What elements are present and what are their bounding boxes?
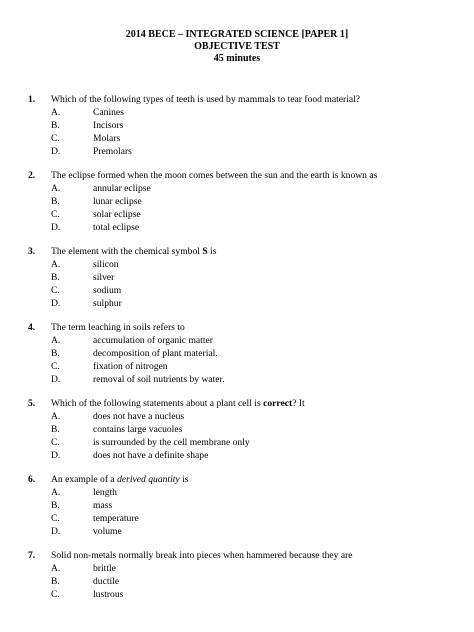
option-4d [0,374,474,387]
exam-duration: 45 minutes [213,53,261,64]
option-1c [0,133,474,146]
question-number: 7. [28,550,36,561]
option-6d [0,526,474,539]
option-letter: A. [51,259,61,270]
option-3b [0,272,474,285]
option-letter: D. [51,526,61,537]
question-text: The element with the chemical symbol S is [51,246,217,257]
question-text: Which of the following types of teeth is used by mammals to tear food material? [51,94,361,105]
option-text: silver [93,272,115,283]
question-text: An example of a derived quantity is [51,474,189,485]
option-2a [0,183,474,196]
question-number: 6. [28,474,36,485]
question-text: The term leaching in soils refers to [51,322,185,333]
option-5d [0,450,474,463]
option-letter: C. [51,285,60,296]
option-text: sodium [93,285,122,296]
option-text: contains large vacuoles [93,424,183,435]
option-text: accumulation of organic matter [93,335,213,346]
option-3d [0,298,474,311]
option-letter: B. [51,196,60,207]
option-7b [0,576,474,589]
option-1a [0,107,474,120]
option-text: brittle [93,563,116,574]
option-letter: D. [51,146,61,157]
option-text: Incisors [93,120,124,131]
question-text: The eclipse formed when the moon comes between the sun and the earth is known as [51,170,378,181]
option-4b [0,348,474,361]
option-letter: D. [51,222,61,233]
option-text: lunar eclipse [93,196,142,207]
option-5c [0,437,474,450]
option-letter: C. [51,133,60,144]
option-text: silicon [93,259,119,270]
option-letter: B. [51,576,60,587]
option-text: fixation of nitrogen [93,361,168,372]
option-text: annular eclipse [93,183,151,194]
option-letter: B. [51,272,60,283]
option-letter: C. [51,437,60,448]
option-2b [0,196,474,209]
question-number: 2. [28,170,36,181]
option-text: Molars [93,133,121,144]
question-number: 5. [28,398,36,409]
question-number: 3. [28,246,36,257]
option-text: Premolars [93,146,132,157]
option-text: solar eclipse [93,209,141,220]
question-number: 1. [28,94,36,105]
option-6a [0,487,474,500]
option-text: does not have a definite shape [93,450,209,461]
option-text: length [93,487,117,498]
option-text: sulphur [93,298,122,309]
option-letter: A. [51,563,61,574]
option-1b [0,120,474,133]
option-6c [0,513,474,526]
option-3a [0,259,474,272]
option-letter: A. [51,411,61,422]
option-text: Canines [93,107,124,118]
exam-title: 2014 BECE – INTEGRATED SCIENCE [PAPER 1] [125,29,349,40]
option-letter: B. [51,120,60,131]
option-7c [0,589,474,602]
option-letter: C. [51,209,60,220]
option-text: lustrous [93,589,124,600]
option-6b [0,500,474,513]
option-2c [0,209,474,222]
option-text: mass [93,500,113,511]
option-letter: D. [51,450,61,461]
option-letter: B. [51,500,60,511]
option-1d [0,146,474,159]
option-5b [0,424,474,437]
option-text: does not have a nucleus [93,411,185,422]
option-2d [0,222,474,235]
question-number: 4. [28,322,36,333]
option-5a [0,411,474,424]
option-letter: B. [51,424,60,435]
option-letter: C. [51,513,60,524]
option-4a [0,335,474,348]
option-text: volume [93,526,122,537]
option-letter: C. [51,589,60,600]
option-letter: D. [51,374,61,385]
option-text: total eclipse [93,222,140,233]
option-text: ductile [93,576,120,587]
option-letter: A. [51,107,61,118]
option-letter: A. [51,335,61,346]
option-letter: B. [51,348,60,359]
option-letter: A. [51,487,61,498]
exam-subtitle: OBJECTIVE TEST [194,41,280,52]
option-3c [0,285,474,298]
option-text: decomposition of plant material. [93,348,218,359]
option-7a [0,563,474,576]
option-4c [0,361,474,374]
option-letter: A. [51,183,61,194]
option-letter: D. [51,298,61,309]
option-text: is surrounded by the cell membrane only [93,437,250,448]
option-text: temperature [93,513,139,524]
option-text: removal of soil nutrients by water. [93,374,225,385]
question-text: Which of the following statements about a plant cell is correct? It [51,398,305,409]
question-text: Solid non-metals normally break into pieces when hammered because they are [51,550,353,561]
option-letter: C. [51,361,60,372]
